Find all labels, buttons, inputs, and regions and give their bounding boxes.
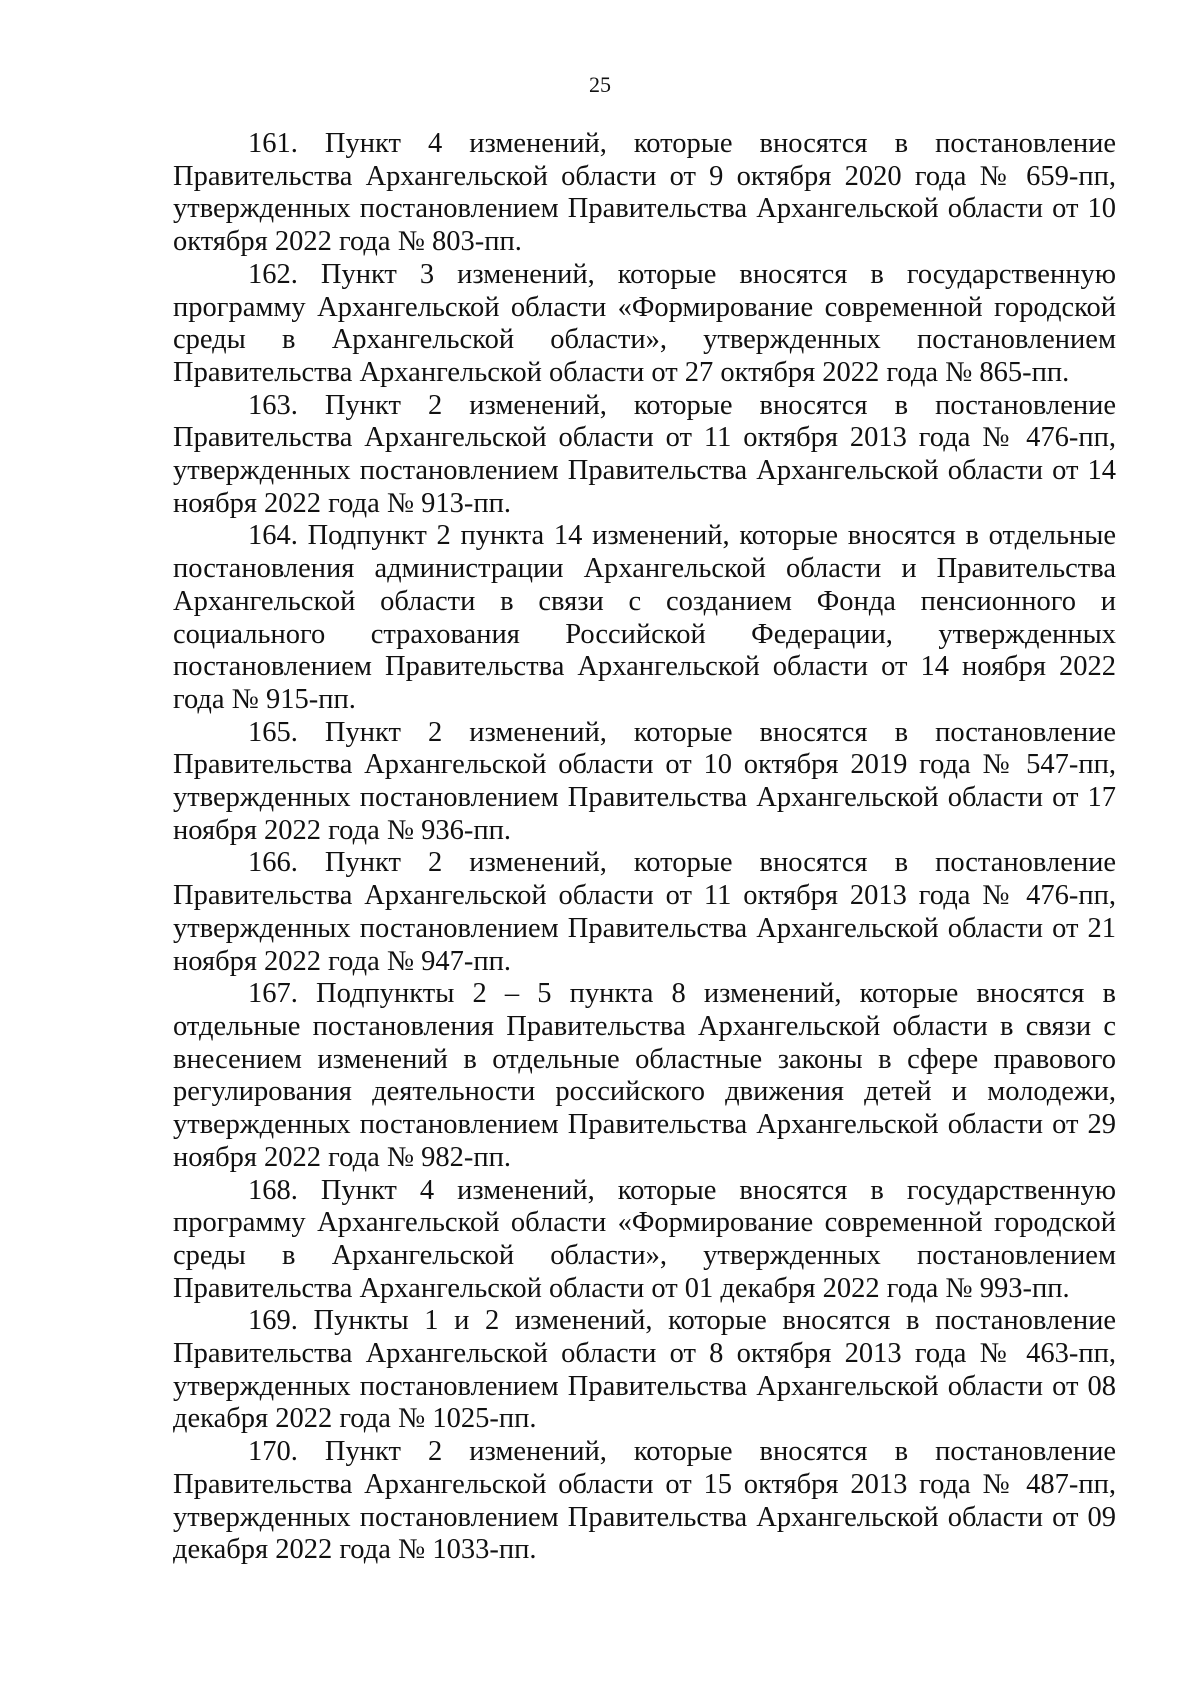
paragraph-165: 165. Пункт 2 изменений, которые вносятся в постановление Правительства Архангельской области от 10 октября 2019 года № 547-пп, утвержденных постановлением Правительства Архангельской области от 17 ноября 2022 года № 936-пп. <box>173 716 1116 846</box>
paragraph-168: 168. Пункт 4 изменений, которые вносятся в государственную программу Архангельской области «Формирование современной городской среды в Архангельской области», утвержденных постановлением Правительства Архангельской области от 01 декабря 2022 года № 993-пп. <box>173 1174 1116 1304</box>
paragraph-170: 170. Пункт 2 изменений, которые вносятся в постановление Правительства Архангельской области от 15 октября 2013 года № 487-пп, утвержденных постановлением Правительства Архангельской области от 09 декабря 2022 года № 1033-пп. <box>173 1436 1116 1566</box>
paragraph-161: 161. Пункт 4 изменений, которые вносятся в постановление Правительства Архангельской области от 9 октября 2020 года № 659-пп, утвержденных постановлением Правительства Архангельской области от 10 октября 2022 года № 803-пп. <box>173 128 1116 258</box>
paragraph-167: 167. Подпункты 2 – 5 пункта 8 изменений, которые вносятся в отдельные постановления Правительства Архангельской области в связи с внесением изменений в отдельные областные законы в сфере правового регулирования деятельности российского движения детей и молодежи, утвержденных постановлением Правительства Архангельской области от 29 ноября 2022 года № 982-пп. <box>173 978 1116 1173</box>
paragraph-164: 164. Подпункт 2 пункта 14 изменений, которые вносятся в отдельные постановления администрации Архангельской области и Правительства Архангельской области в связи с созданием Фонда пенсионного и социального страхования Российской Федерации, утвержденных постановлением Правительства Архангельской области от 14 ноября 2022 года № 915-пп. <box>173 520 1116 715</box>
paragraph-166: 166. Пункт 2 изменений, которые вносятся в постановление Правительства Архангельской области от 11 октября 2013 года № 476-пп, утвержденных постановлением Правительства Архангельской области от 21 ноября 2022 года № 947-пп. <box>173 847 1116 977</box>
paragraph-163: 163. Пункт 2 изменений, которые вносятся в постановление Правительства Архангельской области от 11 октября 2013 года № 476-пп, утвержденных постановлением Правительства Архангельской области от 14 ноября 2022 года № 913-пп. <box>173 389 1116 519</box>
paragraph-162: 162. Пункт 3 изменений, которые вносятся в государственную программу Архангельской области «Формирование современной городской среды в Архангельской области», утвержденных постановлением Правительства Архангельской области от 27 октября 2022 года № 865-пп. <box>173 258 1116 388</box>
document-body <box>173 128 1116 1567</box>
page-number: 25 <box>589 72 611 97</box>
paragraph-169: 169. Пункты 1 и 2 изменений, которые вносятся в постановление Правительства Архангельской области от 8 октября 2013 года № 463-пп, утвержденных постановлением Правительства Архангельской области от 08 декабря 2022 года № 1025-пп. <box>173 1305 1116 1435</box>
